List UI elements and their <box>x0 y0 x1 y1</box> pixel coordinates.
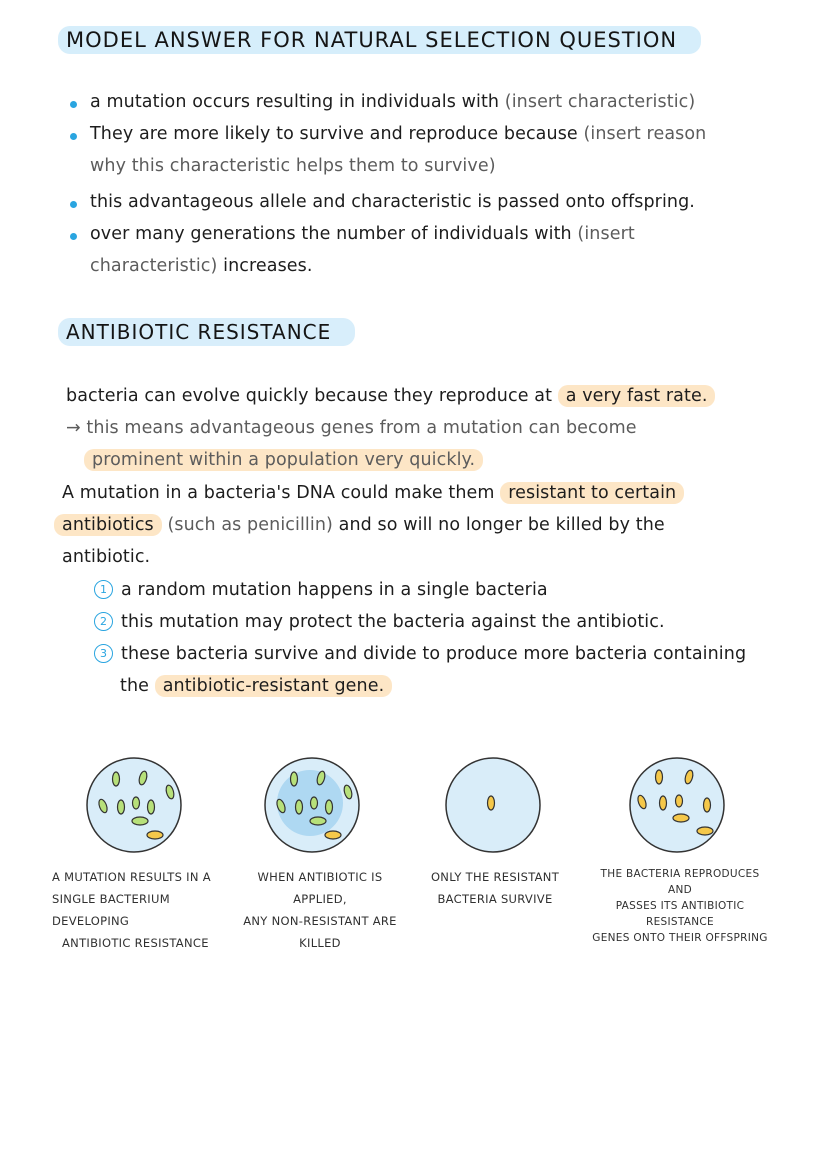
para2-line1 <box>62 483 684 503</box>
bullet-dot-icon <box>70 233 77 240</box>
bullet-dot-icon <box>70 201 77 208</box>
bacterium-icon <box>673 814 689 822</box>
bacterium-icon <box>296 800 303 814</box>
bullet-dot-icon <box>70 101 77 108</box>
bacterium-icon <box>147 831 163 839</box>
bacterium-icon <box>660 796 667 810</box>
para1-line1 <box>66 386 715 406</box>
step-number-icon: 1 <box>94 580 113 599</box>
caption-4 <box>592 866 768 946</box>
bullet-4-text: over many generations the number of individuals with <box>90 224 578 244</box>
para1-text: bacteria can evolve quickly because they reproduce at <box>66 386 553 406</box>
petri-dish-icon <box>443 755 543 855</box>
bullet-dot-icon <box>70 133 77 140</box>
bacterium-icon <box>113 772 120 786</box>
step-2-text: this mutation may protect the bacteria against the antibiotic. <box>121 612 665 632</box>
bullet-4 <box>90 224 635 244</box>
caption-1 <box>52 866 222 954</box>
bullet-4-end: increases. <box>217 256 313 276</box>
caption-3 <box>430 866 560 910</box>
bacterium-icon <box>133 797 140 809</box>
caption-2 <box>230 866 410 954</box>
step-2 <box>94 612 665 632</box>
para1-highlight: a very fast rate. <box>558 385 716 407</box>
bacterium-icon <box>291 772 298 786</box>
bullet-3 <box>90 192 695 212</box>
bullet-1-text: a mutation occurs resulting in individuals with <box>90 92 505 112</box>
petri-dish-icon <box>627 755 727 855</box>
step-1 <box>94 580 548 600</box>
step-3 <box>94 644 746 664</box>
bacterium-icon <box>310 817 326 825</box>
para2-highlight: resistant to certain <box>500 482 684 504</box>
bullet-1-note: (insert characteristic) <box>504 92 696 112</box>
caption-3-line: ONLY THE RESISTANT <box>430 870 560 884</box>
para2-highlight-2: antibiotics <box>54 514 162 536</box>
bacterium-icon <box>311 797 318 809</box>
page-title: MODEL ANSWER FOR NATURAL SELECTION QUESTION <box>58 26 701 54</box>
bacterium-icon <box>132 817 148 825</box>
para2-line3: antibiotic. <box>62 547 151 567</box>
step-number-icon: 2 <box>94 612 113 631</box>
bullet-2-text: They are more likely to survive and reproduce because <box>90 124 584 144</box>
para2-line2 <box>54 515 665 535</box>
bullet-3-text: this advantageous allele and characteristic is passed onto offspring. <box>90 192 695 212</box>
caption-4-line: PASSES ITS ANTIBIOTIC RESISTANCE <box>615 900 745 928</box>
bullet-4-note: (insert <box>577 224 635 244</box>
caption-3-line: BACTERIA SURVIVE <box>437 892 553 906</box>
bacterium-icon <box>118 800 125 814</box>
bacterium-icon <box>676 795 683 807</box>
petri-dish-icon <box>262 755 362 855</box>
caption-2-line: WHEN ANTIBIOTIC IS APPLIED, <box>257 870 383 906</box>
para1-line2: → this means advantageous genes from a mutation can become <box>66 418 637 438</box>
caption-2-line: ANY NON-RESISTANT ARE KILLED <box>243 914 397 950</box>
para1-highlight-2: prominent within a population very quickly. <box>84 449 483 471</box>
bullet-4-note-cont: characteristic) <box>90 256 218 276</box>
caption-1-line: ANTIBIOTIC RESISTANCE <box>62 936 209 950</box>
step-1-text: a random mutation happens in a single bacteria <box>121 580 548 600</box>
bullet-2-note-cont: why this characteristic helps them to survive) <box>90 156 496 176</box>
step-3-text: these bacteria survive and divide to produce more bacteria containing <box>121 644 747 664</box>
bullet-4-cont <box>90 256 313 276</box>
step-number-icon: 3 <box>94 644 113 663</box>
bacterium-icon <box>148 800 155 814</box>
section-heading: ANTIBIOTIC RESISTANCE <box>58 318 355 346</box>
caption-4-line: THE BACTERIA REPRODUCES AND <box>600 868 760 896</box>
bacterium-icon <box>325 831 341 839</box>
step-3-text-cont: the <box>120 676 150 696</box>
bullet-1 <box>90 92 695 112</box>
petri-dish-icon <box>84 755 184 855</box>
bacterium-icon <box>704 798 711 812</box>
para2-note: (such as penicillin) <box>161 515 333 535</box>
caption-4-line: GENES ONTO THEIR OFFSPRING <box>592 932 768 944</box>
bacterium-icon <box>656 770 663 784</box>
para2-text-2: and so will no longer be killed by the <box>332 515 665 535</box>
step-3-cont <box>120 676 392 696</box>
para1-line3 <box>84 450 483 470</box>
bacterium-icon <box>697 827 713 835</box>
step-3-highlight: antibiotic-resistant gene. <box>155 675 393 697</box>
bacterium-icon <box>326 800 333 814</box>
caption-1-line: A MUTATION RESULTS IN A <box>52 870 211 884</box>
para2-text: A mutation in a bacteria's DNA could make them <box>62 483 495 503</box>
caption-1-line: SINGLE BACTERIUM DEVELOPING <box>52 892 170 928</box>
bacterium-icon <box>488 796 495 810</box>
bullet-2-note: (insert reason <box>583 124 707 144</box>
bullet-2 <box>90 124 706 144</box>
